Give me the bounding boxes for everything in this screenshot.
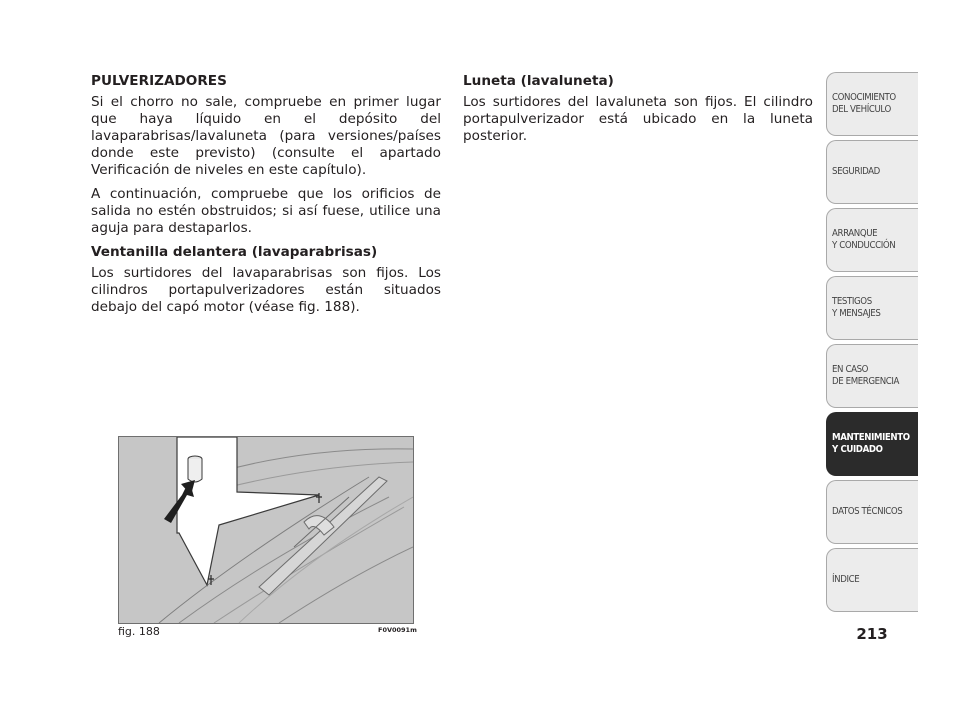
tab-en-caso-de-emergencia[interactable]: EN CASO DE EMERGENCIA [826,344,918,408]
page-number: 213 [856,625,888,643]
figure-caption: fig. 188 [118,625,160,638]
tab-datos-tecnicos[interactable]: DATOS TÉCNICOS [826,480,918,544]
subheading-ventanilla-delantera: Ventanilla delantera (lavaparabrisas) [91,244,378,260]
tab-testigos-y-mensajes[interactable]: TESTIGOS Y MENSAJES [826,276,918,340]
left-column [91,73,441,323]
paragraph: Los surtidores del lavaparabrisas son fijos. Los cilindros portapulverizadores están situados debajo del capó motor (véase fig. 188). [91,265,441,315]
tab-mantenimiento-y-cuidado[interactable]: MANTENIMIENTO Y CUIDADO [826,412,918,476]
paragraph: A continuación, compruebe que los orificios de salida no estén obstruidos; si así fuese, utilice una aguja para destaparlos. [91,186,441,236]
windshield-washer-drawing [119,437,413,623]
paragraph: Si el chorro no sale, compruebe en primer lugar que haya líquido en el depósito del lavaparabrisas/lavaluneta (para versiones/países donde este previsto) (consulte el apartado Verificación de niveles en este capítulo). [91,94,441,178]
tab-seguridad[interactable]: SEGURIDAD [826,140,918,204]
subheading-luneta: Luneta (lavaluneta) [463,73,614,89]
figure-188-illustration [118,436,414,624]
figure-code: F0V0091m [378,626,417,634]
tab-indice[interactable]: ÍNDICE [826,548,918,612]
tab-conocimiento-del-vehiculo[interactable]: CONOCIMIENTO DEL VEHÍCULO [826,72,918,136]
section-heading-pulverizadores: PULVERIZADORES [91,73,227,89]
right-column [463,73,813,152]
tab-arranque-y-conduccion[interactable]: ARRANQUE Y CONDUCCIÓN [826,208,918,272]
paragraph: Los surtidores del lavaluneta son fijos. El cilindro portapulverizador está ubicado en la luneta posterior. [463,94,813,144]
